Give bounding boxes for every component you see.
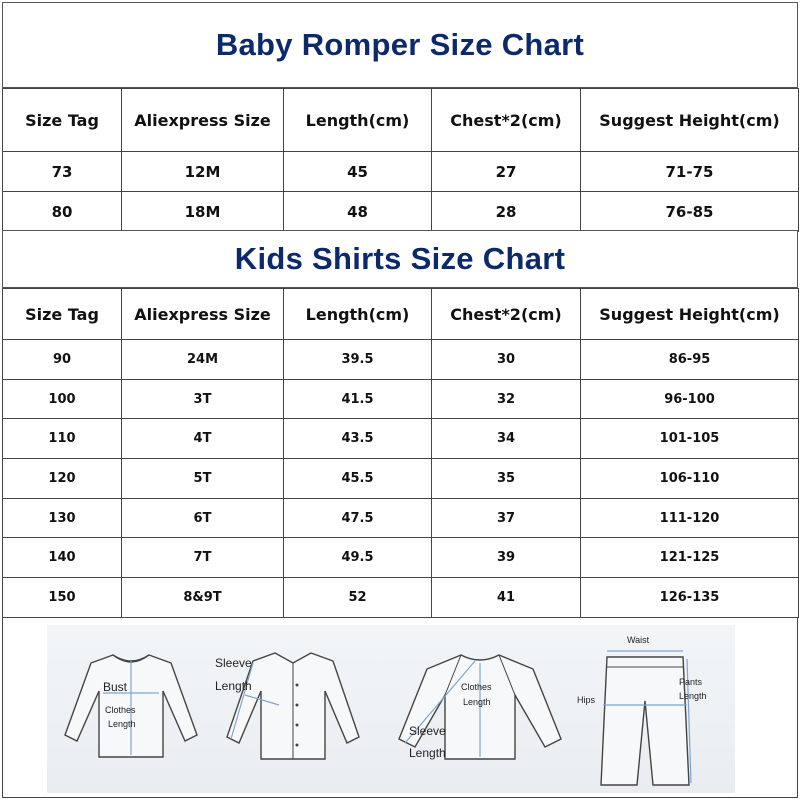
table-cell: 5T <box>122 459 284 499</box>
table-cell: 34 <box>432 419 581 459</box>
pants-length-label: Length <box>679 691 707 701</box>
bust-label: Bust <box>103 680 128 694</box>
table-cell: 32 <box>432 379 581 419</box>
length-label-3: Length <box>463 697 491 707</box>
measurement-diagram-frame <box>2 617 798 798</box>
sleeve-label: Sleeve <box>215 656 252 670</box>
table-row <box>3 538 799 578</box>
kids-header-height: Suggest Height(cm) <box>581 289 799 340</box>
table-row <box>3 498 799 538</box>
kids-title: Kids Shirts Size Chart <box>234 241 566 276</box>
table-row <box>3 192 799 232</box>
table-row <box>3 419 799 459</box>
table-cell: 101-105 <box>581 419 799 459</box>
sleeve-length-label: Length <box>215 679 252 693</box>
table-cell: 45 <box>284 152 432 192</box>
pants-label: Pants <box>679 677 703 687</box>
table-row <box>3 459 799 499</box>
table-cell: 8&9T <box>122 578 284 618</box>
table-cell: 39 <box>432 538 581 578</box>
romper-header-chest: Chest*2(cm) <box>432 89 581 152</box>
table-cell: 100 <box>3 379 122 419</box>
table-cell: 106-110 <box>581 459 799 499</box>
table-cell: 43.5 <box>284 419 432 459</box>
kids-header-size-tag: Size Tag <box>3 289 122 340</box>
table-cell: 41 <box>432 578 581 618</box>
table-row <box>3 578 799 618</box>
table-cell: 39.5 <box>284 340 432 380</box>
sleeve-label-3: Sleeve <box>409 724 446 738</box>
kids-header-length: Length(cm) <box>284 289 432 340</box>
romper-header-aliexpress-size: Aliexpress Size <box>122 89 284 152</box>
table-cell: 45.5 <box>284 459 432 499</box>
table-row <box>3 340 799 380</box>
measurement-diagram <box>47 625 735 793</box>
table-cell: 35 <box>432 459 581 499</box>
table-cell: 126-135 <box>581 578 799 618</box>
table-cell: 47.5 <box>284 498 432 538</box>
table-cell: 71-75 <box>581 152 799 192</box>
table-cell: 3T <box>122 379 284 419</box>
table-cell: 140 <box>3 538 122 578</box>
kids-header-aliexpress-size: Aliexpress Size <box>122 289 284 340</box>
table-cell: 76-85 <box>581 192 799 232</box>
table-cell: 41.5 <box>284 379 432 419</box>
table-cell: 96-100 <box>581 379 799 419</box>
table-cell: 52 <box>284 578 432 618</box>
table-cell: 27 <box>432 152 581 192</box>
pants-icon <box>595 645 695 790</box>
waist-label: Waist <box>627 635 650 645</box>
table-cell: 111-120 <box>581 498 799 538</box>
table-cell: 110 <box>3 419 122 459</box>
table-cell: 6T <box>122 498 284 538</box>
kids-size-table <box>2 288 799 618</box>
table-cell: 130 <box>3 498 122 538</box>
hips-label: Hips <box>577 695 596 705</box>
kids-title-box <box>2 230 798 288</box>
table-cell: 24M <box>122 340 284 380</box>
table-cell: 120 <box>3 459 122 499</box>
sleeve-length-label-3: Length <box>409 746 446 760</box>
clothes-label: Clothes <box>105 705 136 715</box>
romper-title-box <box>2 2 798 88</box>
table-cell: 30 <box>432 340 581 380</box>
table-cell: 28 <box>432 192 581 232</box>
table-cell: 7T <box>122 538 284 578</box>
kids-header-chest: Chest*2(cm) <box>432 289 581 340</box>
table-row <box>3 379 799 419</box>
table-cell: 18M <box>122 192 284 232</box>
table-cell: 73 <box>3 152 122 192</box>
romper-title: Baby Romper Size Chart <box>215 27 585 62</box>
table-cell: 80 <box>3 192 122 232</box>
romper-size-table <box>2 88 799 232</box>
table-cell: 48 <box>284 192 432 232</box>
table-cell: 90 <box>3 340 122 380</box>
romper-header-row <box>3 89 799 152</box>
kids-header-row <box>3 289 799 340</box>
romper-header-height: Suggest Height(cm) <box>581 89 799 152</box>
table-cell: 12M <box>122 152 284 192</box>
table-cell: 49.5 <box>284 538 432 578</box>
romper-header-size-tag: Size Tag <box>3 89 122 152</box>
table-cell: 37 <box>432 498 581 538</box>
table-row <box>3 152 799 192</box>
table-cell: 86-95 <box>581 340 799 380</box>
table-cell: 4T <box>122 419 284 459</box>
table-cell: 150 <box>3 578 122 618</box>
romper-header-length: Length(cm) <box>284 89 432 152</box>
table-cell: 121-125 <box>581 538 799 578</box>
clothes-label-3: Clothes <box>461 682 492 692</box>
length-label: Length <box>108 719 136 729</box>
